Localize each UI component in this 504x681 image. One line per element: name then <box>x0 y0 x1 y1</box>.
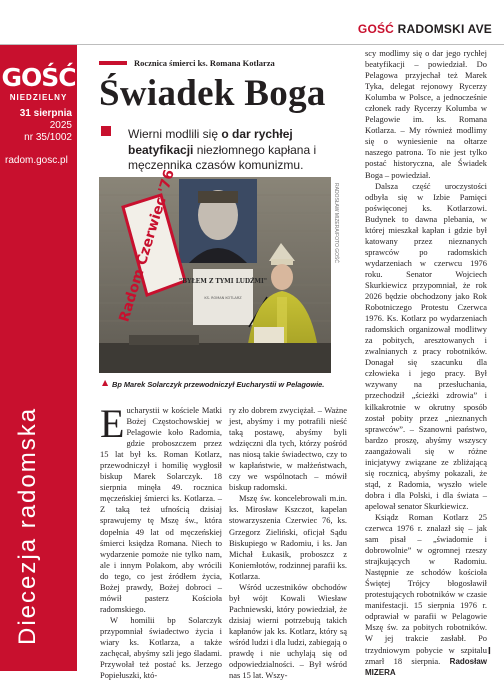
lead-text-1: Wierni modlili się <box>128 127 222 141</box>
photo-illustration <box>99 167 331 373</box>
plaque-small: KS. ROMAN KOTLARZ <box>204 296 242 300</box>
text-column-2 <box>229 405 347 681</box>
logo[interactable] <box>0 65 77 102</box>
banner-text: Radom Czerwiec '76 <box>116 167 178 324</box>
plaque-quote: "BYŁEM Z TYMI LUDŹMI" <box>179 278 267 285</box>
dropcap: E <box>100 401 125 446</box>
diocese-label: Diecezja radomska <box>14 406 41 645</box>
logo-sub: NIEDZIELNY <box>9 93 68 102</box>
paragraph-1-text: ucharystii w kościele Matki Bożej Częstochowskiej w Pelagowie koło Radomia, gdzie proboszczem przez 15 lat był ks. Roman Kotlarz, przewodniczył i homilię wygłosił biskup Marek Solarczyk. 18 sierpnia minęła 49. rocznica męczeńskiej śmierci ks. Kotlarza. – Z taką też ufnością dzisiaj sprawujemy tę Mszę św., która dopełnia 49 lat od męczeńskiej śmierci księdza Romana. Niech to wydarzenie pomoże nie tylko nam, ale i innym Polakom, aby wrócili do tego, co jest źródłem życia, Bożej prawdy, Bożej dobroci – mówił pasterz Kościoła radomskiego. <box>100 405 222 614</box>
photo-caption: Bp Marek Solarczyk przewodniczył Eucharystii w Pelagowie. <box>112 380 325 389</box>
photo-credit: RADOSŁAW MIZERA/FOTO GOŚĆ <box>333 183 339 264</box>
lead-text-2: niezłomnego kapłana i męczennika czasów komunizmu. <box>128 142 317 172</box>
paragraph-7 <box>365 512 487 678</box>
paragraph-3: Mszę św. koncelebrowali m.in. ks. Mirosław Kszczot, kapelan stowarzyszenia Czerwiec 76, ks. Grzegorz Zieliński, oficjał Sądu Biskupiego w Radomiu, i ks. Jan Michał Łukasik, proboszcz z Koniemłotów, rodzinnej parafii ks. Kotlarza. <box>229 493 347 581</box>
paragraph-2-text-a: W homilii bp Solarczyk przypomniał świadectwo życia i wiary ks. Kotlarza, a także zachęcał, abyśmy szli jego śladami. Przywołał też postać ks. Jerzego Popiełuszki, któ- <box>100 614 222 681</box>
paragraph-2-text-b: ry zło dobrem zwyciężał. – Ważne jest, abyśmy i my potrafili nieść taką postawę, abyśmy byli wdzięczni dla tych, którzy pośród nas niosą takie świadectwo, czy to w kapłaństwie, w małżeństwach, czy we wspólnotach – mówił biskup radomski. <box>229 405 347 493</box>
paragraph-2-start <box>100 615 222 681</box>
paragraph-4: Wśród uczestników obchodów był wójt Kowali Wiesław Pachniewski, który powiedział, że dzisiaj wierni potrzebują takich kapłanów jak ks. Kotlarz, który są wśród ludzi i dla ludzi, zabiegają o prawdę i nie uchylają się od odpowiedzialności. – Był wśród nas 15 lat. Wszy- <box>229 581 347 681</box>
text-column-1 <box>100 401 222 681</box>
article-lead <box>128 127 344 174</box>
page-number: I <box>488 646 491 657</box>
paragraph-1 <box>100 401 222 615</box>
website-link[interactable]: radom.gosc.pl <box>5 155 68 166</box>
paragraph-7-text: Ksiądz Roman Kotlarz 25 czerwca 1976 r. znalazł się – jak sam pisał – „świadomie i dobrowolnie” w ogromnej rzeszy strajkujących w Radomiu. Następnie ze schodów kościoła Świętej Trójcy błogosławił protestujących robotników w czasie manifestacji. 15 sierpnia 1976 r. odprawiał w parafii w Pelagowie Mszę św. za pobitych robotników. W jej trakcie zasłabł. Po trzydniowym pobycie w szpitalu zmarł 18 sierpnia. <box>365 511 487 666</box>
sidebar <box>0 45 77 671</box>
paragraph-2-cont <box>229 405 347 493</box>
section-brand: GOŚĆ <box>357 22 395 36</box>
lead-marker <box>101 126 111 136</box>
issue-date: 31 sierpnia <box>19 108 72 119</box>
section-header <box>358 22 492 36</box>
kicker: Rocznica śmierci ks. Romana Kotlarza <box>134 58 275 68</box>
issue-number: nr 35/1002 <box>24 132 72 143</box>
logo-main: GOŚĆ <box>1 63 76 92</box>
author-signature: Radosław MIZERA <box>365 656 488 677</box>
issue-year: 2025 <box>49 120 72 131</box>
issue-info <box>2 108 72 144</box>
article-title: Świadek Boga <box>99 73 326 114</box>
paragraph-5: scy modlimy się o dar jego rychłej beatyfikacji – powiedział. Do Pelagowa przyjechał też Marek Tyka, delegat rejonowy Rycerzy Kolumba w Polsce, a jednocześnie członek rady Rycerzy Kolumba w Pelagowie im. ks. Romana Kotlarza. – My również modlimy się o wyniesienie na ołtarze naszego patrona. To nie jest tylko postać historyczna, ale Świadek Boga – powiedział. <box>365 48 487 180</box>
lead-bold: o dar rychłej beatyfikacji <box>128 127 293 157</box>
caption-arrow-icon: ▲ <box>102 378 109 387</box>
kicker-bar <box>99 61 127 65</box>
paragraph-6: Dalsza część uroczystości odbyła się w Izbie Pamięci poświęconej ks. Kotlarzowi. Budynek to dawna plebania, w której mieszkał kapłan i gdzie był katowany przez nieznanych sprawców po radomskich wydarzeniach w czerwcu 1976 roku. Senator Wojciech Skurkiewicz przypomniał, że rok 2026 będzie obchodzony jako Rok Robotniczego Protestu Czerwca 1976. Ks. Kotlarz po wydarzeniach radomskich organizował modlitwy za pobitych, aresztowanych i zwalnianych z pracy robotników. Donagał się szacunku dla człowieka i jego pracy. Był wzywany na przesłuchania, przechodził „ścieżki zdrowia” i kilkakrotnie w okrutny sposób został pobity przez „nieznanych sprawców”. – Szanowni państwo, bardzo proszę, abyśmy wszyscy zaangażowali się w różne inicjatywy związane ze zbliżającą się rocznicą, abyśmy pokazali, że stąd, z Radomia, wyszło wiele dobra i dla Polski, i dla świata – apelował senator Skurkiewicz. <box>365 180 487 511</box>
section-name: RADOMSKI AVE <box>397 22 492 36</box>
article-photo <box>99 167 331 373</box>
text-column-3 <box>365 48 487 678</box>
